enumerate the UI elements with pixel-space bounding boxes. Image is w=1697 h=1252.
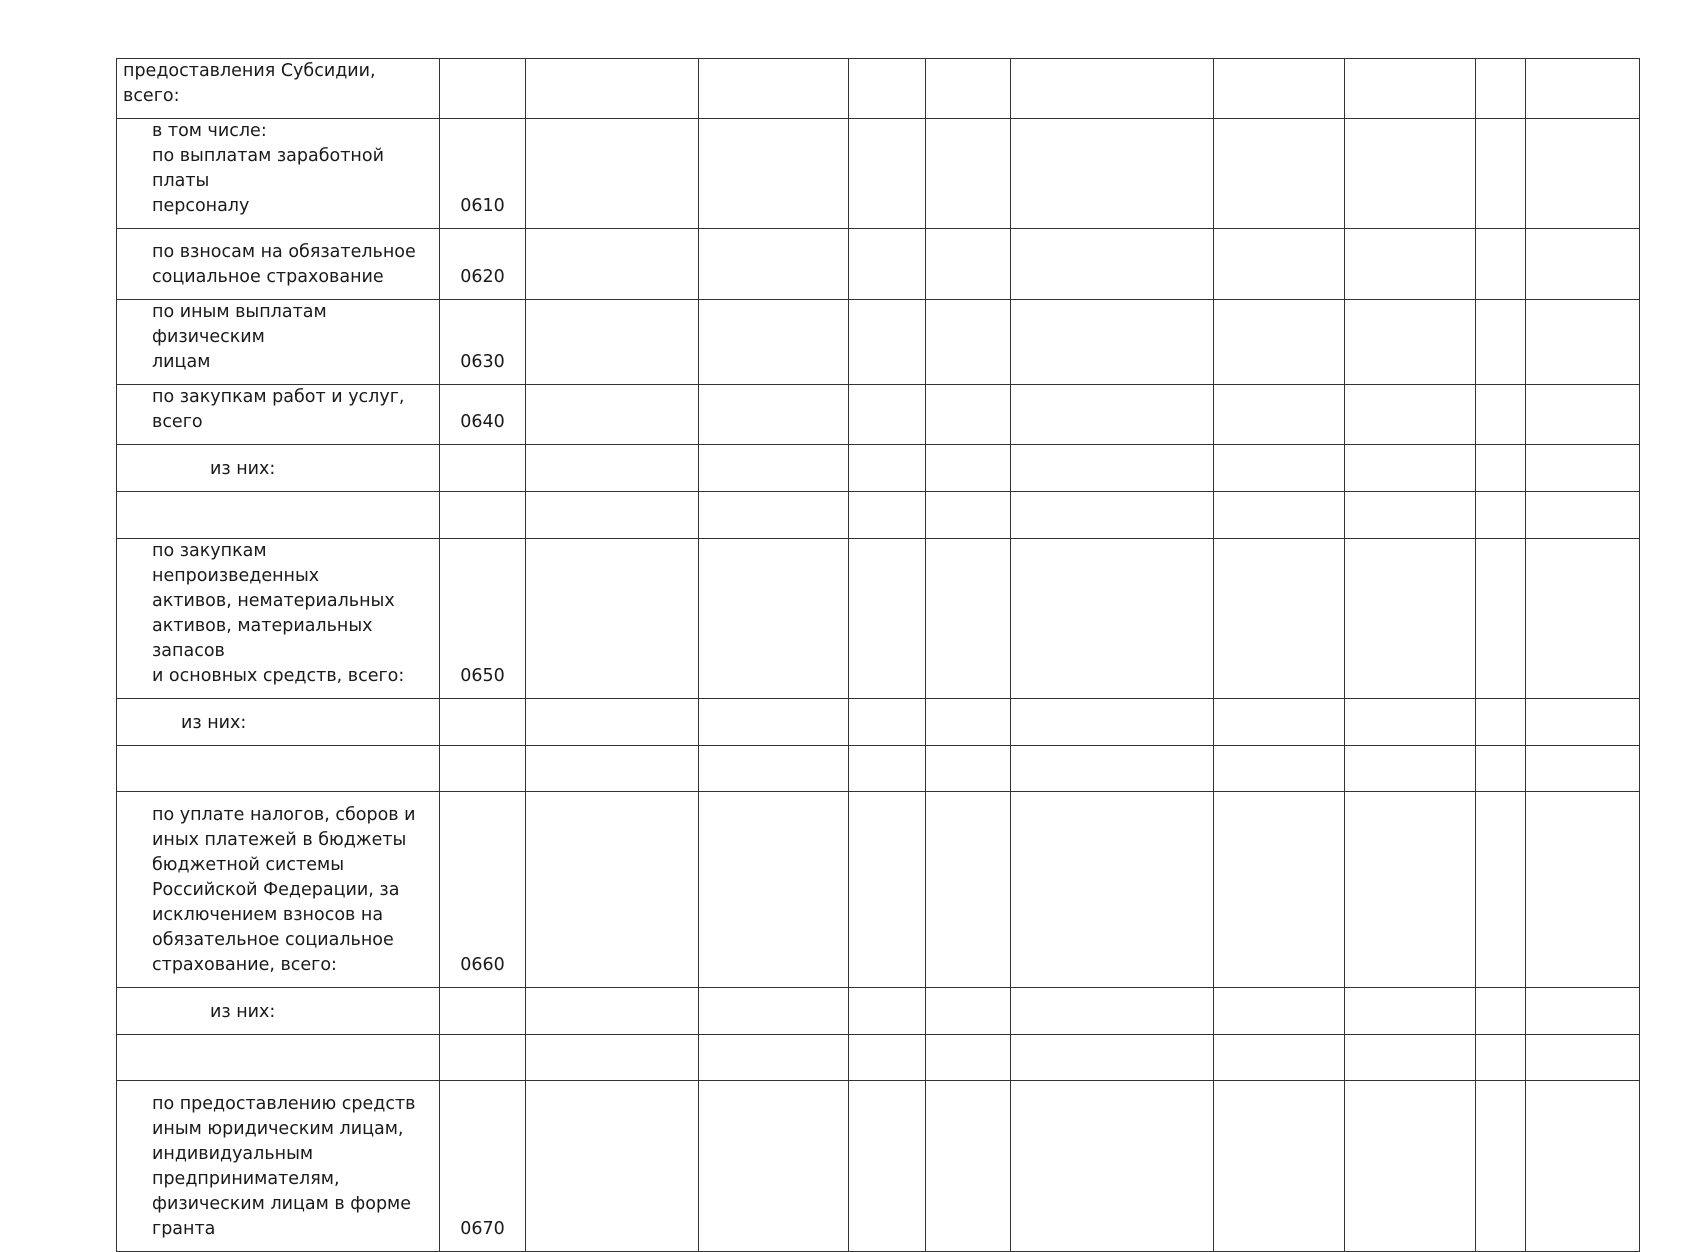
table-row — [117, 445, 1640, 492]
value-cell[interactable] — [926, 746, 1011, 792]
value-cell[interactable] — [1214, 539, 1345, 699]
value-cell[interactable] — [1345, 229, 1476, 300]
row-label: по закупкам непроизведенных активов, нематериальных активов, материальных запасов и основных средств, всего: — [117, 539, 440, 699]
row-label: из них: — [117, 988, 440, 1035]
value-cell[interactable] — [1345, 1035, 1476, 1081]
value-cell[interactable] — [1476, 539, 1526, 699]
value-cell[interactable] — [1345, 1081, 1476, 1252]
value-cell[interactable] — [849, 385, 926, 445]
row-code: 0620 — [440, 229, 526, 300]
value-cell[interactable] — [1345, 385, 1476, 445]
value-cell[interactable] — [1011, 746, 1214, 792]
value-cell[interactable] — [526, 699, 699, 746]
row-code: 0630 — [440, 300, 526, 385]
value-cell[interactable] — [1526, 229, 1640, 300]
value-cell[interactable] — [1476, 492, 1526, 539]
value-cell[interactable] — [926, 385, 1011, 445]
value-cell[interactable] — [1214, 699, 1345, 746]
value-cell[interactable] — [1345, 300, 1476, 385]
value-cell[interactable] — [526, 1035, 699, 1081]
subsidy-report-table — [116, 58, 1640, 1252]
table-row — [117, 1081, 1640, 1252]
value-cell[interactable] — [926, 539, 1011, 699]
value-cell[interactable] — [526, 119, 699, 229]
value-cell[interactable] — [1214, 492, 1345, 539]
table-row — [117, 1035, 1640, 1081]
value-cell[interactable] — [1214, 59, 1345, 119]
value-cell[interactable] — [1526, 1035, 1640, 1081]
value-cell[interactable] — [526, 300, 699, 385]
value-cell[interactable] — [526, 229, 699, 300]
table-row — [117, 699, 1640, 746]
value-cell[interactable] — [1345, 492, 1476, 539]
value-cell[interactable] — [1476, 699, 1526, 746]
value-cell[interactable] — [1476, 1081, 1526, 1252]
row-code — [440, 445, 526, 492]
value-cell[interactable] — [1214, 746, 1345, 792]
value-cell[interactable] — [699, 1081, 849, 1252]
value-cell[interactable] — [1011, 492, 1214, 539]
value-cell[interactable] — [849, 988, 926, 1035]
value-cell[interactable] — [849, 119, 926, 229]
value-cell[interactable] — [699, 746, 849, 792]
value-cell[interactable] — [849, 1081, 926, 1252]
value-cell[interactable] — [1476, 385, 1526, 445]
value-cell[interactable] — [526, 59, 699, 119]
value-cell[interactable] — [1011, 1081, 1214, 1252]
row-code: 0610 — [440, 119, 526, 229]
row-code: 0670 — [440, 1081, 526, 1252]
value-cell[interactable] — [526, 792, 699, 988]
value-cell[interactable] — [1476, 445, 1526, 492]
value-cell[interactable] — [1526, 445, 1640, 492]
row-label: из них: — [117, 699, 440, 746]
row-code — [440, 699, 526, 746]
value-cell[interactable] — [1526, 300, 1640, 385]
value-cell[interactable] — [849, 445, 926, 492]
row-label — [117, 492, 440, 539]
value-cell[interactable] — [1476, 1035, 1526, 1081]
value-cell[interactable] — [526, 1081, 699, 1252]
table-row — [117, 119, 1640, 229]
value-cell[interactable] — [849, 229, 926, 300]
value-cell[interactable] — [926, 119, 1011, 229]
value-cell[interactable] — [849, 539, 926, 699]
value-cell[interactable] — [1214, 445, 1345, 492]
value-cell[interactable] — [1345, 59, 1476, 119]
value-cell[interactable] — [1345, 792, 1476, 988]
value-cell[interactable] — [1345, 539, 1476, 699]
value-cell[interactable] — [1011, 300, 1214, 385]
table-row — [117, 300, 1640, 385]
value-cell[interactable] — [926, 1035, 1011, 1081]
value-cell[interactable] — [699, 492, 849, 539]
value-cell[interactable] — [699, 445, 849, 492]
value-cell[interactable] — [1345, 445, 1476, 492]
value-cell[interactable] — [1526, 385, 1640, 445]
row-label: по взносам на обязательное социальное страхование — [117, 229, 440, 300]
value-cell[interactable] — [699, 59, 849, 119]
row-code — [440, 1035, 526, 1081]
row-code: 0640 — [440, 385, 526, 445]
value-cell[interactable] — [1214, 792, 1345, 988]
value-cell[interactable] — [1526, 539, 1640, 699]
value-cell[interactable] — [1214, 119, 1345, 229]
value-cell[interactable] — [1476, 792, 1526, 988]
row-code — [440, 988, 526, 1035]
row-label: по предоставлению средств иным юридическим лицам, индивидуальным предпринимателям, физическим лицам в форме гранта — [117, 1081, 440, 1252]
value-cell[interactable] — [1214, 988, 1345, 1035]
value-cell[interactable] — [1214, 300, 1345, 385]
value-cell[interactable] — [526, 385, 699, 445]
value-cell[interactable] — [926, 492, 1011, 539]
value-cell[interactable] — [1526, 746, 1640, 792]
value-cell[interactable] — [926, 300, 1011, 385]
value-cell[interactable] — [1011, 119, 1214, 229]
value-cell[interactable] — [526, 492, 699, 539]
value-cell[interactable] — [926, 792, 1011, 988]
row-label: по уплате налогов, сборов и иных платежей в бюджеты бюджетной системы Российской Федерации, за исключением взносов на обязательное социальное страхование, всего: — [117, 792, 440, 988]
table-row — [117, 792, 1640, 988]
value-cell[interactable] — [699, 385, 849, 445]
value-cell[interactable] — [699, 229, 849, 300]
value-cell[interactable] — [1345, 699, 1476, 746]
value-cell[interactable] — [1011, 59, 1214, 119]
value-cell[interactable] — [926, 988, 1011, 1035]
value-cell[interactable] — [526, 988, 699, 1035]
value-cell[interactable] — [849, 699, 926, 746]
value-cell[interactable] — [849, 59, 926, 119]
value-cell[interactable] — [1011, 1035, 1214, 1081]
value-cell[interactable] — [1476, 119, 1526, 229]
value-cell[interactable] — [1476, 300, 1526, 385]
row-label: предоставления Субсидии, всего: — [117, 59, 440, 119]
value-cell[interactable] — [699, 699, 849, 746]
value-cell[interactable] — [1345, 119, 1476, 229]
value-cell[interactable] — [1526, 119, 1640, 229]
value-cell[interactable] — [699, 119, 849, 229]
row-code: 0650 — [440, 539, 526, 699]
value-cell[interactable] — [1011, 385, 1214, 445]
table-row — [117, 539, 1640, 699]
value-cell[interactable] — [849, 792, 926, 988]
value-cell[interactable] — [526, 539, 699, 699]
value-cell[interactable] — [699, 300, 849, 385]
row-code — [440, 492, 526, 539]
value-cell[interactable] — [1526, 792, 1640, 988]
row-code: 0660 — [440, 792, 526, 988]
value-cell[interactable] — [1476, 59, 1526, 119]
value-cell[interactable] — [699, 792, 849, 988]
row-label: в том числе: по выплатам заработной платы персоналу — [117, 119, 440, 229]
value-cell[interactable] — [526, 746, 699, 792]
value-cell[interactable] — [1526, 988, 1640, 1035]
value-cell[interactable] — [1214, 385, 1345, 445]
table-row — [117, 492, 1640, 539]
row-label: по иным выплатам физическим лицам — [117, 300, 440, 385]
value-cell[interactable] — [1011, 445, 1214, 492]
table-body — [117, 59, 1640, 1252]
value-cell[interactable] — [1011, 792, 1214, 988]
value-cell[interactable] — [526, 445, 699, 492]
value-cell[interactable] — [1011, 988, 1214, 1035]
row-code — [440, 59, 526, 119]
value-cell[interactable] — [926, 1081, 1011, 1252]
table-row — [117, 988, 1640, 1035]
table-row — [117, 746, 1640, 792]
value-cell[interactable] — [1476, 988, 1526, 1035]
value-cell[interactable] — [926, 445, 1011, 492]
value-cell[interactable] — [1526, 699, 1640, 746]
row-code — [440, 746, 526, 792]
value-cell[interactable] — [1011, 229, 1214, 300]
value-cell[interactable] — [849, 746, 926, 792]
row-label: по закупкам работ и услуг, всего — [117, 385, 440, 445]
value-cell[interactable] — [1214, 229, 1345, 300]
value-cell[interactable] — [926, 59, 1011, 119]
value-cell[interactable] — [1214, 1081, 1345, 1252]
value-cell[interactable] — [1345, 988, 1476, 1035]
value-cell[interactable] — [699, 1035, 849, 1081]
value-cell[interactable] — [1476, 229, 1526, 300]
value-cell[interactable] — [926, 699, 1011, 746]
row-label — [117, 746, 440, 792]
value-cell[interactable] — [1011, 699, 1214, 746]
value-cell[interactable] — [1526, 1081, 1640, 1252]
table-row — [117, 385, 1640, 445]
value-cell[interactable] — [1476, 746, 1526, 792]
row-label — [117, 1035, 440, 1081]
table-row — [117, 59, 1640, 119]
value-cell[interactable] — [1526, 59, 1640, 119]
value-cell[interactable] — [1526, 492, 1640, 539]
value-cell[interactable] — [849, 300, 926, 385]
value-cell[interactable] — [849, 1035, 926, 1081]
table-row — [117, 229, 1640, 300]
value-cell[interactable] — [849, 492, 926, 539]
value-cell[interactable] — [699, 988, 849, 1035]
value-cell[interactable] — [1345, 746, 1476, 792]
value-cell[interactable] — [926, 229, 1011, 300]
value-cell[interactable] — [1214, 1035, 1345, 1081]
row-label: из них: — [117, 445, 440, 492]
value-cell[interactable] — [1011, 539, 1214, 699]
value-cell[interactable] — [699, 539, 849, 699]
